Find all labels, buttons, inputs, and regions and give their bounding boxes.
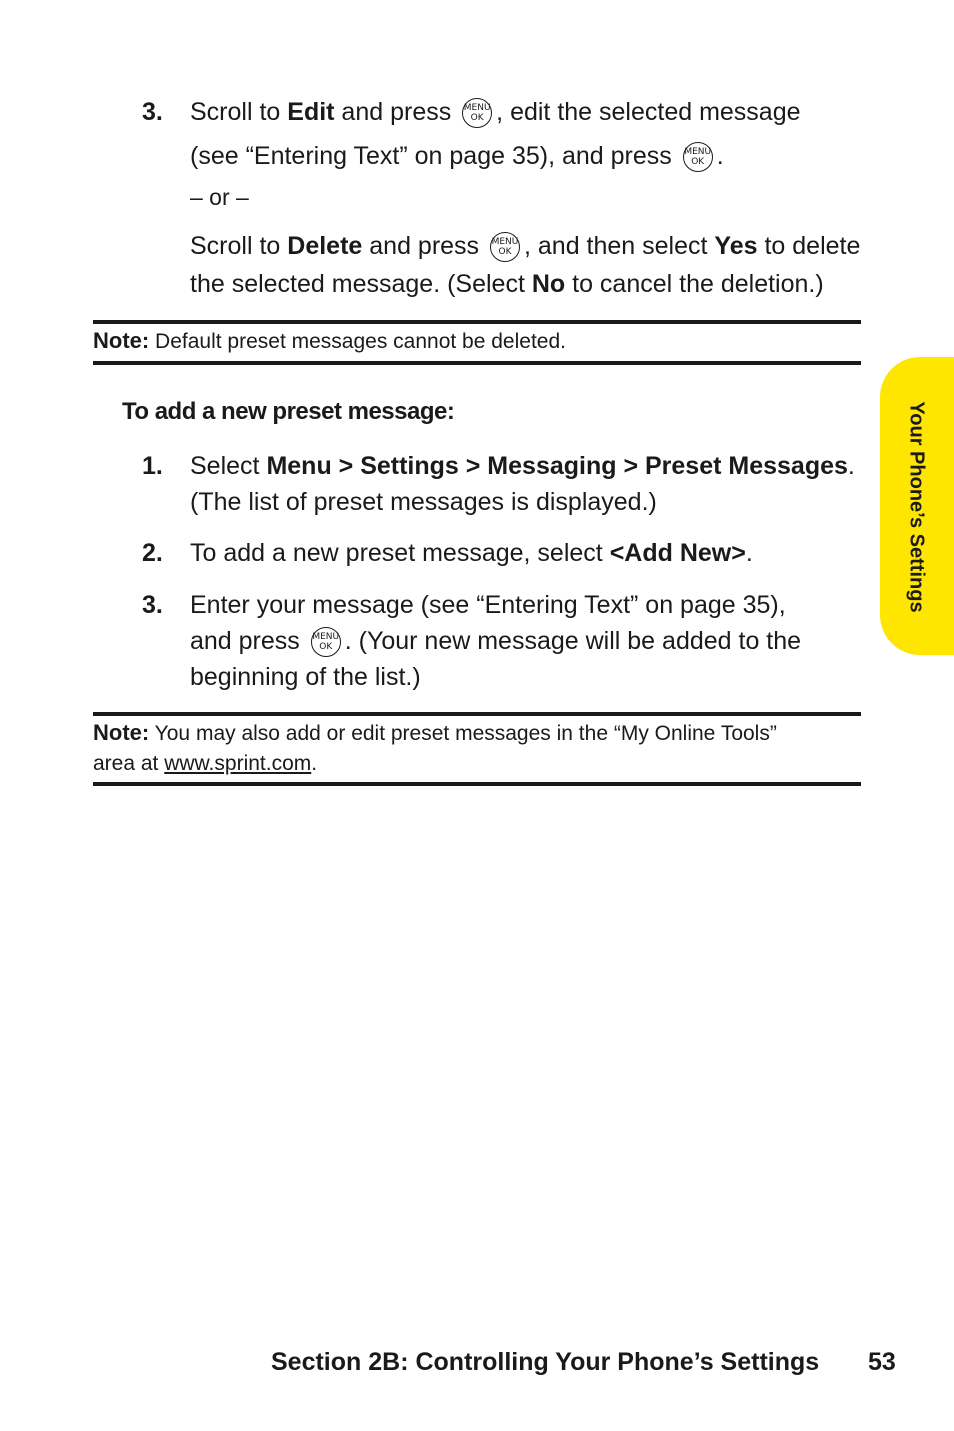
menu-path: Menu > Settings > Messaging > Preset Messages [266, 452, 848, 480]
edit-term: Edit [287, 98, 335, 126]
step-3-edit: 3. Scroll to Edit and press MENU OK , edit the selected message (see “Entering Text” on page 35), and press MENU OK . [142, 94, 862, 174]
step-3-enter: 3. Enter your message (see “Entering Text” on page 35), and press MENU OK . (Your new message will be added to the beginning of the list.) [142, 591, 802, 691]
or-separator: – or – [190, 184, 249, 210]
chapter-side-tab [880, 357, 954, 655]
note-rule-bottom [93, 361, 861, 365]
note-label: Note: [93, 720, 150, 745]
footer-section-title: Section 2B: Controlling Your Phone’s Settings [271, 1348, 820, 1376]
sprint-link[interactable]: www.sprint.com [164, 752, 312, 775]
step-number: 3. [142, 98, 163, 126]
menu-ok-key-icon: MENU OK [311, 627, 341, 657]
section-subheading: To add a new preset message: [122, 398, 455, 425]
menu-ok-key-icon: MENU OK [683, 142, 713, 172]
menu-ok-key-icon: MENU OK [462, 98, 492, 128]
note-label: Note: [93, 328, 150, 353]
note-2: Note: You may also add or edit preset messages in the “My Online Tools” area at www.sprint.com. [93, 720, 777, 775]
note-rule-top [93, 712, 861, 716]
side-tab-label: Your Phone’s Settings [905, 401, 928, 613]
page-number: 53 [868, 1348, 896, 1376]
step-3-delete: Scroll to Delete and press MENU OK , and then select Yes to delete the selected message. (Select No to cancel the deletion.) [190, 232, 861, 298]
note-rule-bottom [93, 782, 861, 786]
menu-ok-key-icon: MENU OK [490, 232, 520, 262]
note-rule-top [93, 320, 861, 324]
step-2: 2. To add a new preset message, select <Add New>. [142, 539, 753, 567]
note-1: Note: Default preset messages cannot be deleted. [93, 328, 566, 353]
step-1: 1. Select Menu > Settings > Messaging > Preset Messages. (The list of preset messages is displayed.) [142, 452, 855, 516]
